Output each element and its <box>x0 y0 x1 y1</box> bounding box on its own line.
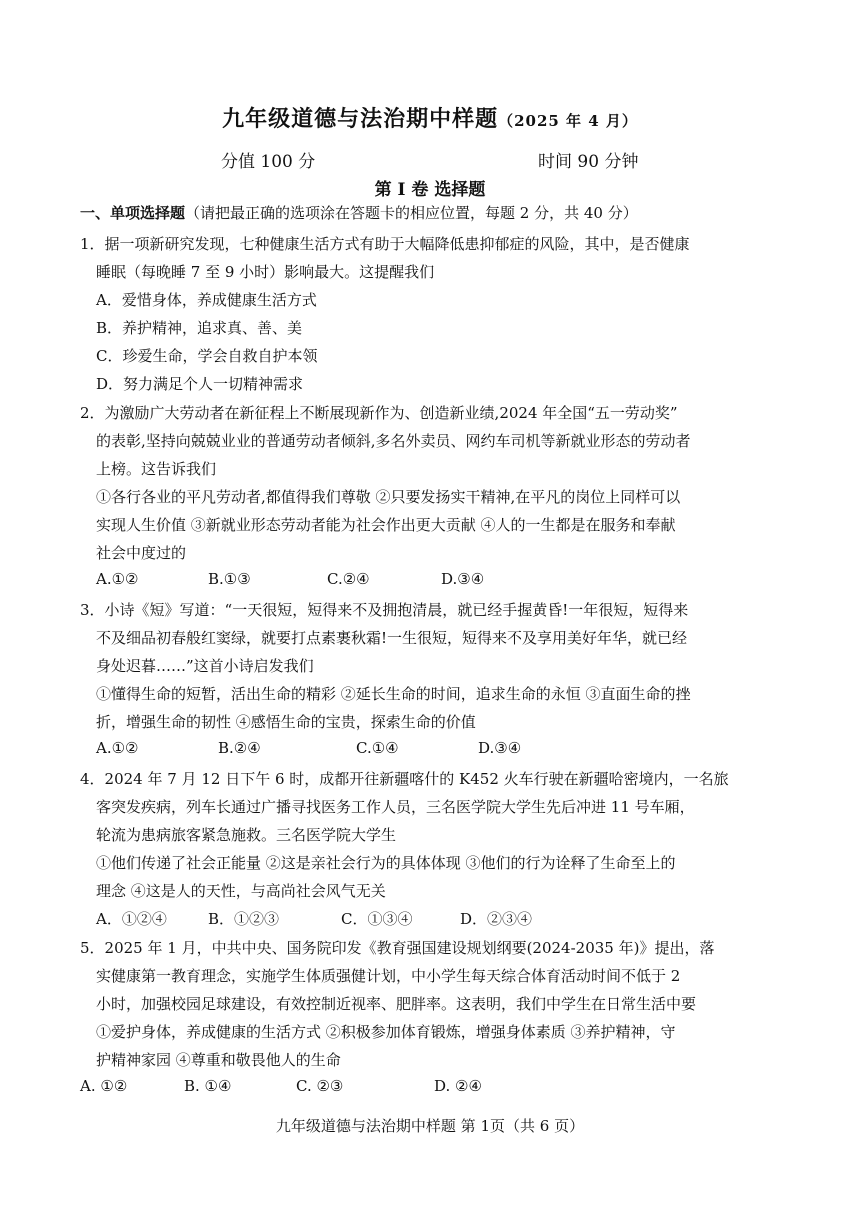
question-5-line-2: 实健康第一教育理念，实施学生体质强健计划，中小学生每天综合体育活动时间不低于 2 <box>96 967 681 985</box>
question-1-option-a: A．爱惜身体，养成健康生活方式 <box>96 291 317 309</box>
question-4-option-a: A．①②④ <box>96 910 167 928</box>
time-info: 时间 90 分钟 <box>538 152 639 172</box>
question-1-line-1: 1．据一项新研究发现，七种健康生活方式有助于大幅降低患抑郁症的风险，其中，是否健康 <box>80 235 690 253</box>
question-2-line-5: 实现人生价值 ③新就业形态劳动者能为社会作出更大贡献 ④人的一生都是在服务和奉献 <box>96 516 676 534</box>
question-4-line-1: 4．2024 年 7 月 12 日下午 6 时，成都开往新疆喀什的 K452 火车行驶在新疆哈密境内，一名旅 <box>80 770 729 788</box>
section-instruction: （请把最正确的选项涂在答题卡的相应位置，每题 2 分，共 40 分） <box>185 204 638 222</box>
question-5-option-d: D. ②④ <box>434 1077 482 1095</box>
section-heading <box>80 202 638 223</box>
question-4-line-3: 轮流为患病旅客紧急施救。三名医学院大学生 <box>96 826 397 844</box>
question-3-option-c: C.①④ <box>356 739 399 757</box>
question-5-line-4: ①爱护身体，养成健康的生活方式 ②积极参加体育锻炼，增强身体素质 ③养护精神，守 <box>96 1023 676 1041</box>
question-2-option-a: A.①② <box>96 570 139 588</box>
exam-title: 九年级道德与法治期中样题 <box>222 106 499 132</box>
question-4-option-d: D．②③④ <box>460 910 533 928</box>
question-2-line-2: 的表彰,坚持向兢兢业业的普通劳动者倾斜,多名外卖员、网约车司机等新就业形态的劳动者 <box>96 432 691 450</box>
question-3-option-d: D.③④ <box>478 739 522 757</box>
question-3-line-4: ①懂得生命的短暂，活出生命的精彩 ②延长生命的时间，追求生命的永恒 ③直面生命的挫 <box>96 685 691 703</box>
question-4-option-b: B．①②③ <box>208 910 280 928</box>
question-2-option-c: C.②④ <box>327 570 370 588</box>
question-1-option-b: B．养护精神，追求真、善、美 <box>96 319 303 337</box>
question-3-line-2: 不及细品初春般红窦绿，就要打点素裹秋霜!一生很短，短得来不及享用美好年华，就已经 <box>96 629 688 647</box>
question-2-line-3: 上榜。这告诉我们 <box>96 460 217 478</box>
question-1-option-d: D．努力满足个人一切精神需求 <box>96 375 304 393</box>
volume-heading: 第 I 卷 选择题 <box>374 180 486 200</box>
section-title: 一、单项选择题 <box>80 204 186 222</box>
question-1-line-2: 睡眠（每晚睡 7 至 9 小时）影响最大。这提醒我们 <box>96 263 435 281</box>
page-footer: 九年级道德与法治期中样题 第 1页（共 6 页） <box>275 1117 585 1135</box>
question-3-option-b: B.②④ <box>218 739 261 757</box>
question-2-option-d: D.③④ <box>441 570 485 588</box>
question-4-line-5: 理念 ④这是人的天性，与高尚社会风气无关 <box>96 882 386 900</box>
question-5-line-1: 5．2025 年 1 月，中共中央、国务院印发《教育强国建设规划纲要(2024-2035 年)》提出，落 <box>80 939 715 957</box>
question-2-line-6: 社会中度过的 <box>96 544 187 562</box>
exam-date: （2025 年 4 月） <box>498 112 638 130</box>
question-5-option-a: A. ①② <box>80 1077 128 1095</box>
question-5-option-c: C. ②③ <box>296 1077 344 1095</box>
question-4-line-4: ①他们传递了社会正能量 ②这是亲社会行为的具体体现 ③他们的行为诠释了生命至上的 <box>96 854 676 872</box>
question-2-line-4: ①各行各业的平凡劳动者,都值得我们尊敬 ②只要发扬实干精神,在平凡的岗位上同样可以 <box>96 488 681 506</box>
question-3-line-5: 折，增强生命的韧性 ④感悟生命的宝贵，探索生命的价值 <box>96 713 476 731</box>
question-3-line-3: 身处迟暮……”这首小诗启发我们 <box>96 657 314 675</box>
question-5-line-3: 小时，加强校园足球建设，有效控制近视率、肥胖率。这表明，我们中学生在日常生活中要 <box>96 995 697 1013</box>
question-3-line-1: 3．小诗《短》写道：“一天很短，短得来不及拥抱清晨，就已经手握黄昏!一年很短，短得来 <box>80 601 689 619</box>
question-5-option-b: B. ①④ <box>184 1077 232 1095</box>
question-4-option-c: C．①③④ <box>341 910 413 928</box>
question-2-line-1: 2．为激励广大劳动者在新征程上不断展现新作为、创造新业绩,2024 年全国“五一劳动奖” <box>80 404 678 422</box>
question-3-option-a: A.①② <box>96 739 139 757</box>
question-5-line-5: 护精神家园 ④尊重和敬畏他人的生命 <box>96 1051 341 1069</box>
question-1-option-c: C．珍爱生命，学会自救自护本领 <box>96 347 318 365</box>
question-2-option-b: B.①③ <box>208 570 251 588</box>
question-4-line-2: 客突发疾病，列车长通过广播寻找医务工作人员，三名医学院大学生先后冲进 11 号车厢， <box>96 798 695 816</box>
score-info: 分值 100 分 <box>221 152 316 172</box>
page-title <box>0 102 860 133</box>
